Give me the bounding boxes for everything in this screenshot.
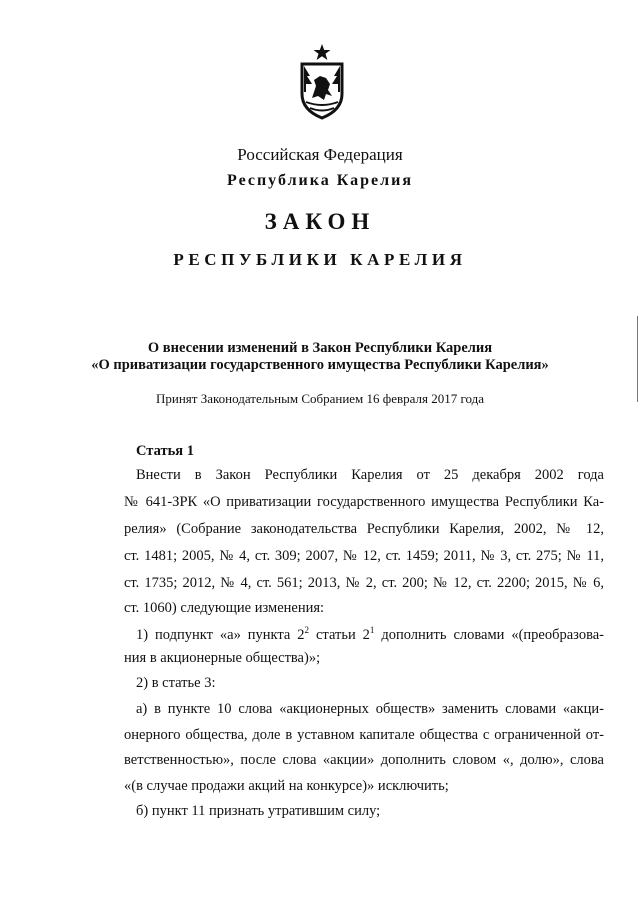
item-1-text-a: 1) подпункт «а» пункта 2 — [136, 627, 305, 643]
issuer-heading: РЕСПУБЛИКИ КАРЕЛИЯ — [173, 250, 467, 269]
adoption-note: Принят Законодательным Собранием 16 февраля 2017 года — [156, 391, 484, 406]
paragraph-line: № 641-ЗРК «О приватизации государственного имущества Республики Ка- — [124, 494, 604, 510]
item-1-line-1 — [136, 627, 604, 644]
item-1-superscript-a: 2 — [304, 625, 310, 636]
item-1-line-2: ния в акционерные общества)»; — [124, 650, 321, 666]
paragraph-line: ст. 1735; 2012, № 4, ст. 561; 2013, № 2, ст. 200; № 12, ст. 2200; 2015, № 6, — [124, 575, 604, 591]
paragraph-line: Внести в Закон Республики Карелия от 25 декабря 2002 года — [136, 467, 604, 483]
article-heading: Статья 1 — [136, 443, 194, 459]
item-1-superscript-b: 1 — [369, 625, 375, 636]
paragraph-line: релия» (Собрание законодательства Республики Карелия, 2002, № 12, — [124, 521, 604, 537]
law-title-line-2: «О приватизации государственного имущества Республики Карелия» — [91, 357, 549, 373]
item-2b-line: б) пункт 11 признать утратившим силу; — [136, 803, 381, 819]
item-1-text-c: дополнить словами «(преобразова- — [374, 627, 604, 643]
item-2-line: 2) в статье 3: — [136, 675, 216, 691]
republic-name: Республика Карелия — [227, 172, 413, 189]
item-2a-line: ветственностью», после слова «акции» дополнить словом «, долю», слова — [124, 752, 604, 768]
paragraph-line: ст. 1481; 2005, № 4, ст. 309; 2007, № 12, ст. 1459; 2011, № 3, ст. 275; № 11, — [124, 548, 604, 564]
law-title-line-1: О внесении изменений в Закон Республики Карелия — [147, 340, 493, 356]
item-2a-line: «(в случае продажи акций на конкурсе)» исключить; — [124, 778, 449, 794]
item-2a-line: онерного общества, доле в уставном капитале общества с ограниченной от- — [124, 727, 604, 743]
item-2a-line: а) в пункте 10 слова «акционерных обществ» заменить словами «акци- — [136, 701, 604, 717]
karelia-coat-of-arms-icon — [296, 42, 348, 120]
document-type-heading: ЗАКОН — [264, 209, 376, 234]
country-name: Российская Федерация — [237, 145, 403, 164]
paragraph-line: ст. 1060) следующие изменения: — [124, 600, 325, 616]
item-1-text-b: статьи 2 — [309, 627, 370, 643]
